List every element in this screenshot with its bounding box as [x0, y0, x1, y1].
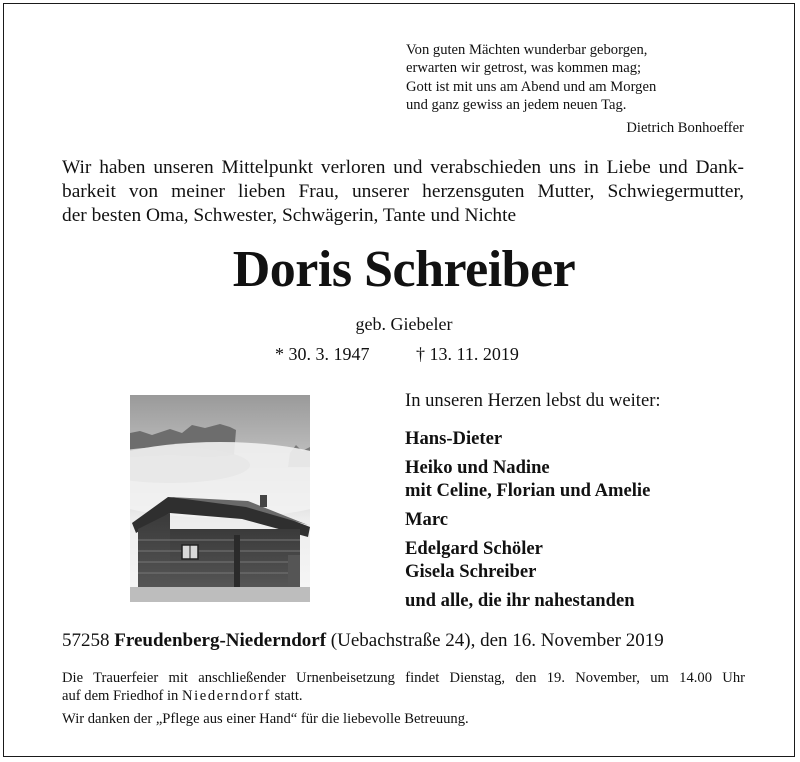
obituary-page — [3, 3, 795, 757]
funeral-place: Niederndorf — [181, 688, 271, 704]
poem-line: Gott ist mit uns am Abend und am Morgen — [406, 78, 657, 95]
poem-author: Dietrich Bonhoeffer — [626, 120, 744, 136]
mourner-name: Hans-Dieter — [405, 428, 503, 449]
mourner-name: Gisela Schreiber — [405, 561, 537, 582]
poem-line: erwarten wir getrost, was kommen mag; — [406, 60, 642, 77]
address-rest: (Uebachstraße 24), den 16. November 2019 — [330, 630, 664, 651]
birth-date: * 30. 3. 1947 — [275, 344, 370, 364]
funeral-line-suffix: statt. — [274, 688, 303, 704]
mourner-name: und alle, die ihr nahestanden — [405, 590, 635, 611]
intro-text — [62, 156, 744, 229]
thanks-note: Wir danken der „Pflege aus einer Hand“ für die liebevolle Betreuung. — [62, 711, 469, 727]
mountain-hut-photo — [130, 395, 310, 602]
poem-line: Von guten Mächten wunderbar geborgen, — [406, 42, 648, 58]
funeral-line: Die Trauerfeier mit anschließender Urnenbeisetzung findet Dienstag, den 19. November, um 14.00 Uhr — [62, 670, 745, 686]
mourner-group — [405, 537, 650, 583]
mourner-group — [405, 508, 650, 531]
mourner-name: Marc — [405, 509, 449, 530]
maiden-name: geb. Giebeler — [355, 314, 453, 334]
mourner-name: mit Celine, Florian und Amelie — [405, 480, 651, 501]
funeral-line — [62, 687, 745, 705]
death-date: † 13. 11. 2019 — [416, 344, 519, 364]
deceased-name: Doris Schreiber — [232, 241, 576, 298]
town: Freudenberg-Niederndorf — [114, 630, 327, 651]
poem-line: und ganz gewiss an jedem neuen Tag. — [406, 97, 627, 114]
funeral-notice — [62, 669, 745, 705]
mourner-name: Heiko und Nadine — [405, 457, 550, 478]
mourner-name: Edelgard Schöler — [405, 538, 543, 559]
intro-line: der besten Oma, Schwester, Schwägerin, Tante und Nichte — [62, 205, 517, 227]
mourners-list — [405, 427, 650, 618]
poem — [406, 41, 656, 115]
mourners-heading: In unseren Herzen lebst du weiter: — [405, 390, 661, 411]
intro-line: barkeit von meiner lieben Frau, unserer herzensguten Mutter, Schwiegermutter, — [62, 181, 744, 203]
funeral-line-prefix: auf dem Friedhof in — [62, 688, 179, 704]
postcode: 57258 — [62, 630, 110, 651]
intro-line: Wir haben unseren Mittelpunkt verloren und verabschieden uns in Liebe und Dank- — [62, 157, 744, 178]
mourner-group — [405, 427, 650, 450]
mourner-group — [405, 589, 650, 612]
address-line — [62, 630, 664, 652]
mourner-group — [405, 456, 650, 502]
